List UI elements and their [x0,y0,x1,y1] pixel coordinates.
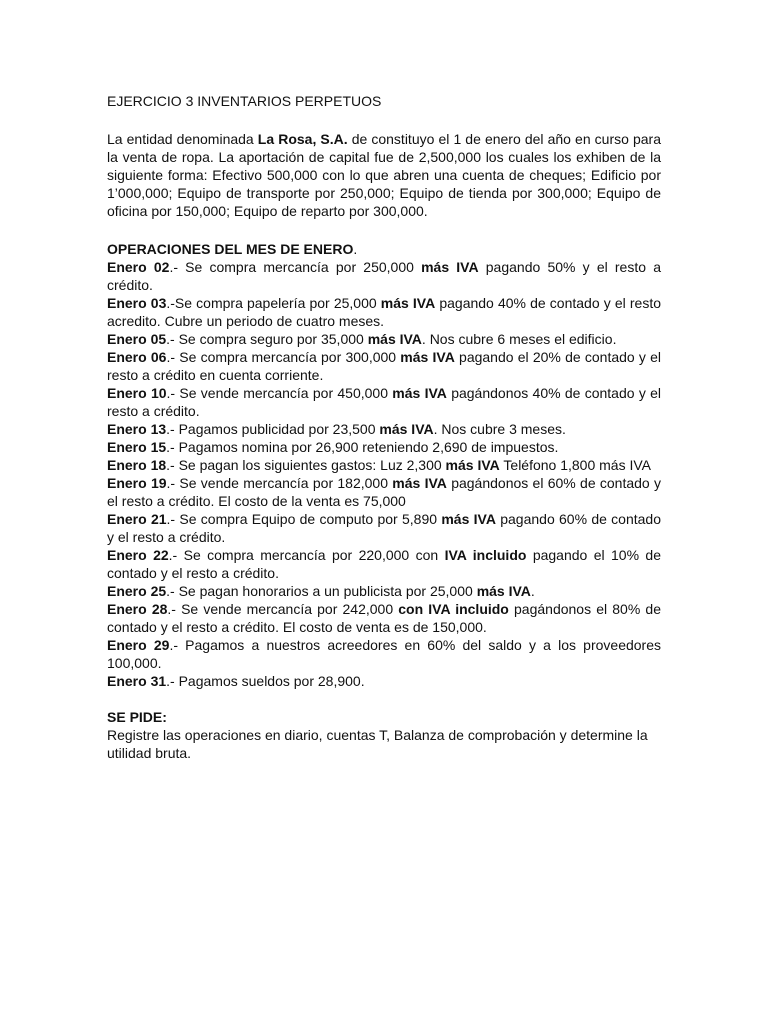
operation-date: Enero 18 [107,457,167,473]
operation-date: Enero 03 [107,295,167,311]
operation-text: .- Se pagan honorarios a un publicista por 25,000 [166,583,477,599]
operation-text: pagando 40% de contado y el resto acredito. Cubre un periodo de cuatro meses. [107,295,661,329]
se-pide-heading: SE PIDE: [107,709,167,725]
operations-heading-text: OPERACIONES DEL MES DE ENERO [107,241,354,257]
operation-text: pagando 50% y el resto a crédito. [107,259,661,293]
operation-text: .- Se vende mercancía por 242,000 [167,601,399,617]
operation-text: pagándonos 40% de contado y el resto a crédito. [107,385,662,419]
operation-date: Enero 19 [107,475,167,491]
se-pide-text: Registre las operaciones en diario, cuentas T, Balanza de comprobación y determine la utilidad bruta. [107,727,648,761]
operation-text: pagando 60% de contado y el resto a crédito. [107,511,661,545]
operation-text: .- Se vende mercancía por 182,000 [166,475,393,491]
operation-item [107,420,661,438]
operation-text: . Nos cubre 3 meses. [433,421,566,437]
operation-item [107,456,661,474]
operation-date: Enero 28 [107,601,168,617]
document-page [107,92,661,762]
operation-tax-note: más IVA [400,349,455,365]
operation-tax-note: más IVA [445,457,500,473]
operation-date: Enero 05 [107,331,167,347]
operation-tax-note: más IVA [392,475,447,491]
company-name: La Rosa, S.A. [257,131,348,147]
operation-tax-note: más IVA [392,385,447,401]
operations-heading [107,240,661,258]
operation-date: Enero 10 [107,385,167,401]
operation-text: . [530,583,535,599]
operation-text: .- Pagamos publicidad por 23,500 [166,421,380,437]
operation-text: pagando el 20% de contado y el resto a crédito en cuenta corriente. [107,349,662,383]
operation-date: Enero 22 [107,547,169,563]
operation-date: Enero 02 [107,259,170,275]
operation-tax-note: más IVA [421,259,479,275]
operation-text: pagándonos el 80% de contado y el resto a crédito. El costo de venta es de 150,000. [107,601,661,635]
intro-text-rest: de constituyo el 1 de enero del año en curso para la venta de ropa. La aportación de capital fue de 2,500,000 los cuales los exhiben de la siguiente forma: Efectivo 500,000 con lo que abren una cuenta de cheques; Edificio por 1’000,000; Equipo de transporte por 250,000; Equipo de tienda por 300,000; Equipo de oficina por 150,000; Equipo de reparto por 300,000. [107,131,662,219]
operation-tax-note: más IVA [380,295,436,311]
operation-item [107,384,661,420]
operation-text: .- Se compra mercancía por 250,000 [169,259,422,275]
operation-text: pagándonos el 60% de contado y el resto a crédito. El costo de la venta es 75,000 [107,475,662,509]
operation-text: .- Pagamos sueldos por 28,900. [166,673,365,689]
operation-item [107,258,661,294]
operation-item [107,348,661,384]
operation-tax-note: más IVA [379,421,434,437]
operation-tax-note: con IVA incluido [398,601,509,617]
operation-text: . Nos cubre 6 meses el edificio. [421,331,617,347]
operation-item [107,510,661,546]
operation-date: Enero 21 [107,511,167,527]
operation-text: .- Se compra seguro por 35,000 [166,331,368,347]
operation-item [107,546,661,582]
operation-date: Enero 15 [107,439,167,455]
operation-text: .-Se compra papelería por 25,000 [166,295,381,311]
operation-date: Enero 29 [107,637,170,653]
operation-text: .- Se compra mercancía por 300,000 [166,349,401,365]
operation-item [107,582,661,600]
operation-item [107,672,661,690]
operation-text: Teléfono 1,800 más IVA [499,457,652,473]
operation-item [107,294,661,330]
intro-paragraph [107,130,661,220]
operation-date: Enero 06 [107,349,167,365]
operation-item [107,438,661,456]
operation-item [107,636,661,672]
operation-date: Enero 31 [107,673,167,689]
operation-text: .- Se vende mercancía por 450,000 [166,385,393,401]
operation-tax-note: más IVA [476,583,531,599]
operation-tax-note: más IVA [367,331,422,347]
intro-text-start: La entidad denominada [107,131,258,147]
operation-item [107,330,661,348]
operation-text: .- Se pagan los siguientes gastos: Luz 2,300 [166,457,446,473]
operations-heading-period: . [353,241,358,257]
operation-tax-note: más IVA [441,511,496,527]
operation-text: pagando el 10% de contado y el resto a crédito. [107,547,662,581]
operation-date: Enero 13 [107,421,167,437]
operation-item [107,600,661,636]
operations-list [107,258,661,690]
operation-text: .- Se compra Equipo de computo por 5,890 [166,511,442,527]
operation-item [107,474,661,510]
operation-text: .- Pagamos a nuestros acreedores en 60% del saldo y a los proveedores 100,000. [107,637,662,671]
operation-text: .- Pagamos nomina por 26,900 reteniendo 2,690 de impuestos. [166,439,559,455]
operation-text: .- Se compra mercancía por 220,000 con [168,547,445,563]
operation-date: Enero 25 [107,583,167,599]
document-title: EJERCICIO 3 INVENTARIOS PERPETUOS [107,93,382,109]
operation-tax-note: IVA incluido [444,547,527,563]
